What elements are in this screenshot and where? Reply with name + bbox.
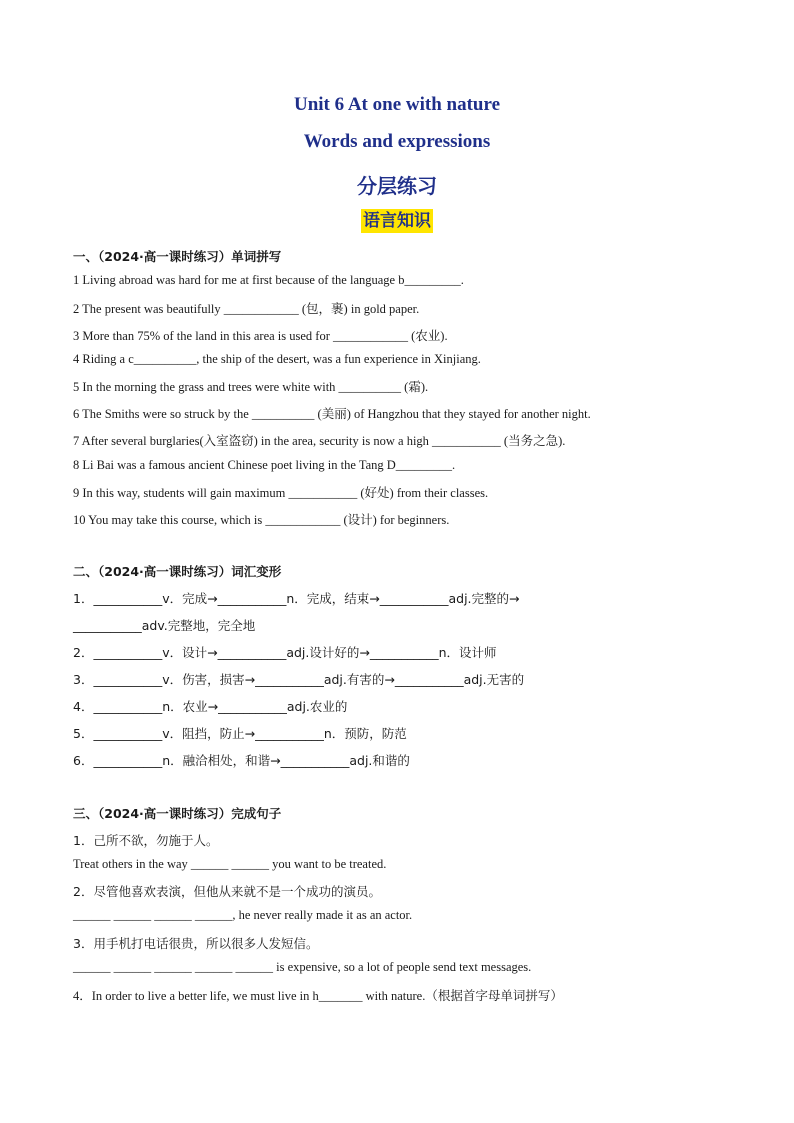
list-item: 3．___________v．伤害，损害→___________adj.有害的→___________adj.无害的 bbox=[73, 672, 525, 687]
section3-heading: 三、（2024·高一课时练习）完成句子 bbox=[73, 806, 282, 821]
list-item: ______ ______ ______ ______, he never really made it as an actor. bbox=[73, 908, 413, 922]
list-item: 3 More than 75% of the land in this area is used for ____________ (农业). bbox=[73, 329, 448, 343]
list-item: 7 After several burglaries(入室盗窃) in the area, security is now a high ___________ (当务之急). bbox=[73, 434, 566, 448]
list-item: 4 Riding a c__________, the ship of the desert, was a fun experience in Xinjiang. bbox=[73, 352, 481, 366]
list-item: 6 The Smiths were so struck by the __________ (美丽) of Hangzhou that they stayed for another night. bbox=[73, 407, 591, 421]
unit-title: Unit 6 At one with nature bbox=[293, 94, 501, 115]
list-item: ______ ______ ______ ______ ______ is expensive, so a lot of people send text messages. bbox=[73, 960, 532, 974]
section2-heading: 二、（2024·高一课时练习）词汇变形 bbox=[73, 564, 282, 579]
list-item: 2 The present was beautifully ____________ (包，裹) in gold paper. bbox=[73, 302, 420, 316]
subtitle: Words and expressions bbox=[303, 131, 491, 152]
list-item: 1．___________v．完成→___________n．完成，结束→___________adj.完整的→ bbox=[73, 591, 520, 606]
practice-title: 分层练习 bbox=[357, 174, 437, 198]
list-item: 5 In the morning the grass and trees were white with __________ (霜). bbox=[73, 380, 429, 394]
list-item: 1 Living abroad was hard for me at first because of the language b_________. bbox=[73, 273, 464, 287]
list-item: 4．___________n．农业→___________adj.农业的 bbox=[73, 699, 348, 714]
list-item: 8 Li Bai was a famous ancient Chinese poet living in the Tang D_________. bbox=[73, 458, 456, 472]
list-item: 2．尽管他喜欢表演，但他从来就不是一个成功的演员。 bbox=[73, 884, 381, 899]
list-item: 2．___________v．设计→___________adj.设计好的→___________n．设计师 bbox=[73, 645, 497, 660]
badge-container bbox=[0, 209, 794, 233]
list-item: 9 In this way, students will gain maximum ___________ (好处) from their classes. bbox=[73, 486, 489, 500]
list-item: Treat others in the way ______ ______ you want to be treated. bbox=[73, 857, 387, 871]
list-item: ___________adv.完整地，完全地 bbox=[73, 618, 256, 633]
list-item: 4．In order to live a better life, we must live in h_______ with nature.（根据首字母单词拼写） bbox=[73, 989, 563, 1003]
list-item: 1．己所不欲，勿施于人。 bbox=[73, 833, 219, 848]
section1-heading: 一、（2024·高一课时练习）单词拼写 bbox=[73, 249, 282, 264]
list-item: 6．___________n．融洽相处，和谐→___________adj.和谐的 bbox=[73, 753, 410, 768]
list-item: 3．用手机打电话很贵，所以很多人发短信。 bbox=[73, 936, 319, 951]
list-item: 5．___________v．阻挡，防止→___________n．预防，防范 bbox=[73, 726, 407, 741]
section-badge: 语言知识 bbox=[363, 211, 431, 231]
list-item: 10 You may take this course, which is ____________ (设计) for beginners. bbox=[73, 513, 450, 527]
